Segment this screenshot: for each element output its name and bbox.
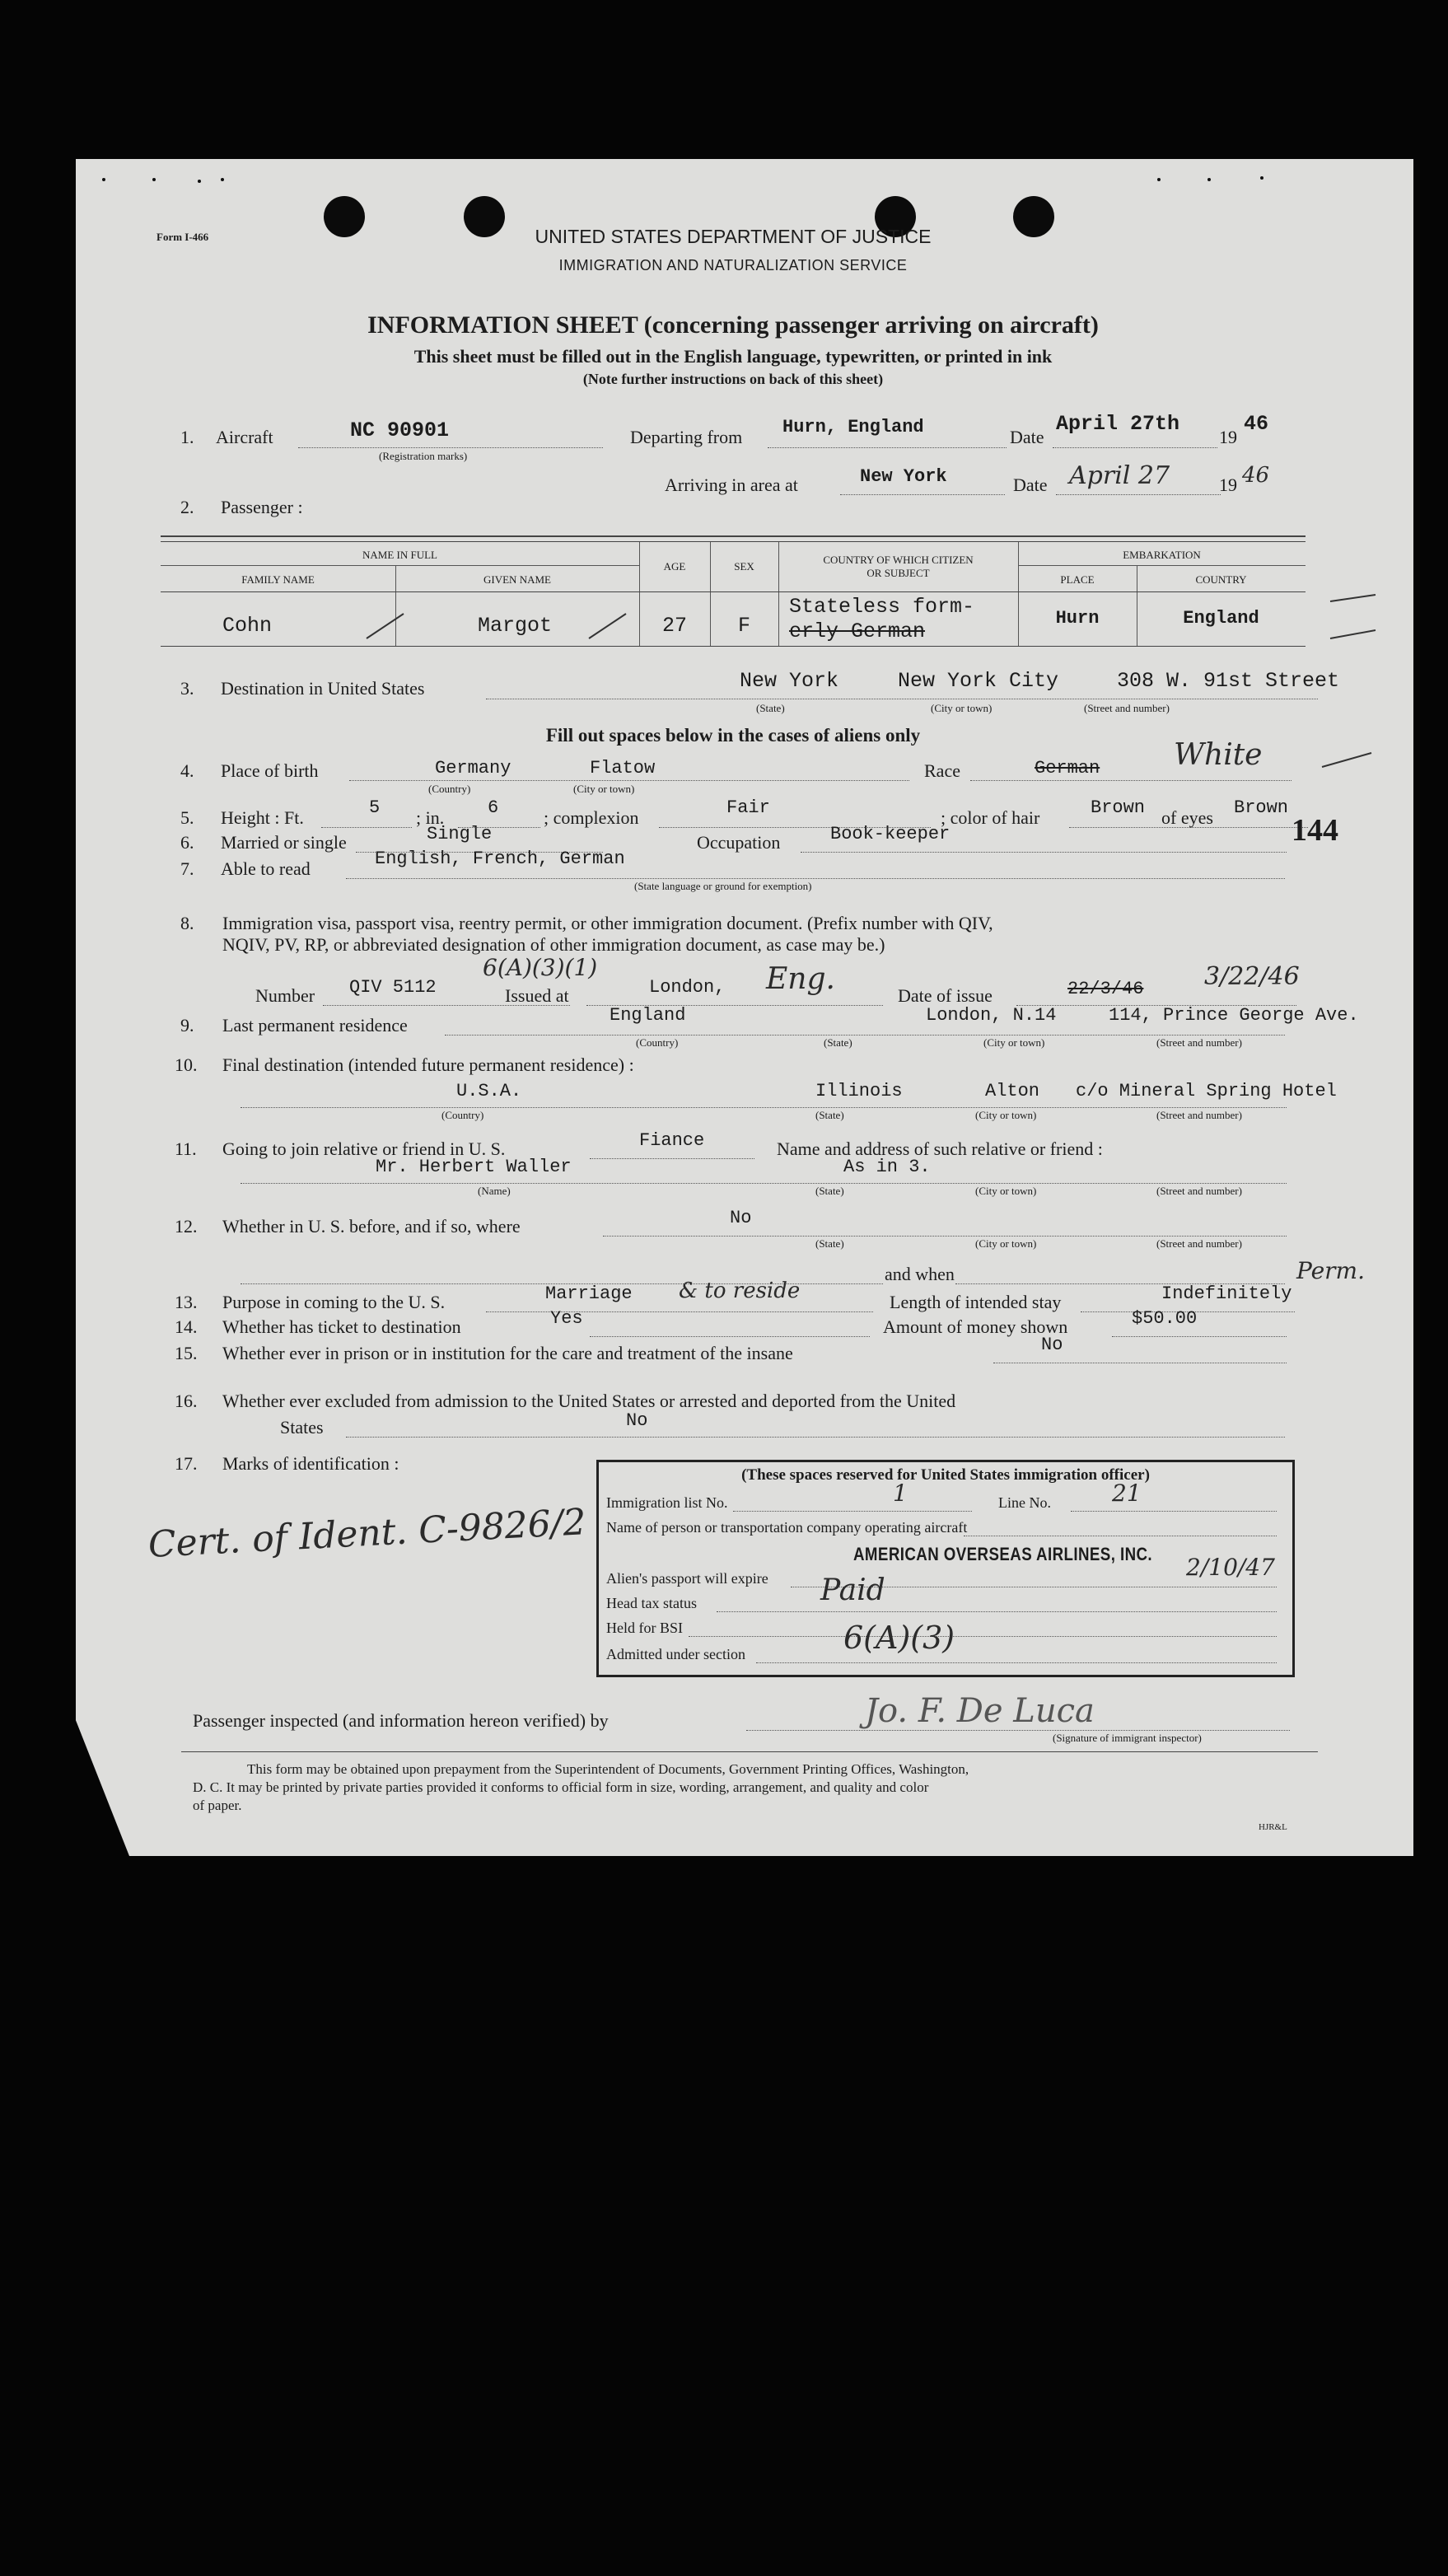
tick-mark xyxy=(362,610,412,643)
arriving-label: Arriving in area at xyxy=(665,475,798,495)
married-label: Married or single xyxy=(221,832,347,853)
section-value: 6(A)(3) xyxy=(843,1620,955,1656)
age-header: AGE xyxy=(663,560,686,573)
stay-label: Length of intended stay xyxy=(890,1292,1062,1312)
excluded-label: Whether ever excluded from admission to the United States or arrested and deported from the United xyxy=(222,1391,956,1411)
list-no-value: 1 xyxy=(893,1480,908,1507)
dest-city: New York City xyxy=(898,669,1059,693)
caption: (Country) xyxy=(441,1109,484,1121)
issued-label: Issued at xyxy=(505,985,569,1006)
issued-handwritten: Eng. xyxy=(766,962,835,996)
row-number: 1. xyxy=(180,427,194,447)
residence-label: Last permanent residence xyxy=(222,1015,408,1036)
department-name: UNITED STATES DEPARTMENT OF JUSTICE xyxy=(535,226,932,247)
marital-status: Single xyxy=(427,824,493,844)
speck xyxy=(221,178,224,181)
row-number: 9. xyxy=(180,1015,194,1036)
residence-street: 114, Prince George Ave. xyxy=(1109,1005,1359,1026)
tax-value: Paid xyxy=(820,1573,885,1607)
caption: (State) xyxy=(815,1185,844,1197)
ticket-label: Whether has ticket to destination xyxy=(222,1316,461,1337)
destination-label: Destination in United States xyxy=(221,678,425,699)
prior-visit-label: Whether in U. S. before, and if so, where xyxy=(222,1216,521,1237)
row-number: 15. xyxy=(175,1343,198,1363)
footer-text: of paper. xyxy=(193,1798,242,1813)
relative-name: Mr. Herbert Waller xyxy=(376,1157,572,1177)
marks-label: Marks of identification : xyxy=(222,1453,399,1474)
prior-visit-answer: No xyxy=(730,1208,752,1228)
purpose-handwritten: & to reside xyxy=(679,1279,801,1303)
relative-name-label: Name and address of such relative or friend : xyxy=(777,1138,1103,1159)
depart-year: 46 xyxy=(1244,412,1269,436)
when-label: and when xyxy=(885,1264,955,1284)
caption: (State) xyxy=(815,1109,844,1121)
excluded-label: States xyxy=(280,1417,324,1438)
stay-handwritten: Perm. xyxy=(1296,1257,1365,1284)
row-number: 8. xyxy=(180,913,194,933)
caption: (Street and number) xyxy=(1156,1109,1242,1121)
final-country: U.S.A. xyxy=(456,1081,522,1101)
visa-instructions: Immigration visa, passport visa, reentry permit, or other immigration document. (Prefix number with QIV, xyxy=(222,913,993,933)
birth-label: Place of birth xyxy=(221,760,319,781)
tax-label: Head tax status xyxy=(606,1595,697,1611)
citizen-header: COUNTRY OF WHICH CITIZEN xyxy=(823,554,974,566)
languages-value: English, French, German xyxy=(375,849,625,869)
row-number: 11. xyxy=(175,1138,197,1159)
passenger-label: Passenger : xyxy=(221,497,303,517)
issue-date-handwritten: 3/22/46 xyxy=(1204,962,1300,991)
speck xyxy=(102,178,105,181)
departing-label: Departing from xyxy=(630,427,743,447)
year-prefix: 19 xyxy=(1219,427,1237,447)
row-number: 17. xyxy=(175,1453,198,1474)
join-label: Going to join relative or friend in U. S. xyxy=(222,1138,506,1159)
page-title: INFORMATION SHEET (concerning passenger arriving on aircraft) xyxy=(367,311,1099,339)
caption: (State) xyxy=(824,1036,852,1049)
row-number: 5. xyxy=(180,807,194,828)
aircraft-label: Aircraft xyxy=(216,427,273,447)
punch-hole xyxy=(324,196,365,237)
height-ft: 5 xyxy=(369,797,381,818)
residence-country: England xyxy=(610,1005,686,1026)
excluded-answer: No xyxy=(626,1410,648,1431)
list-no-label: Immigration list No. xyxy=(606,1494,728,1511)
embark-country: England xyxy=(1183,608,1259,629)
page-number: 144 xyxy=(1292,813,1338,848)
arrive-year: 46 xyxy=(1242,463,1270,488)
section-label: Admitted under section xyxy=(606,1646,745,1662)
final-city: Alton xyxy=(985,1081,1040,1101)
speck xyxy=(1207,178,1211,181)
given-header: GIVEN NAME xyxy=(483,573,551,586)
visa-instructions: NQIV, PV, RP, or abbreviated designation of other immigration document, as case may be.) xyxy=(222,934,885,955)
page-note: (Note further instructions on back of this sheet) xyxy=(582,371,884,387)
family-name: Cohn xyxy=(222,614,272,638)
relation-value: Fiance xyxy=(639,1130,705,1151)
caption: (Country) xyxy=(428,783,471,795)
bsi-label: Held for BSI xyxy=(606,1620,683,1636)
number-label: Number xyxy=(255,985,315,1006)
money-label: Amount of money shown xyxy=(883,1316,1068,1337)
height-label: Height : Ft. xyxy=(221,807,304,828)
caption: (Name) xyxy=(478,1185,511,1197)
row-number: 4. xyxy=(180,760,194,781)
residence-city: London, N.14 xyxy=(926,1005,1057,1026)
money-value: $50.00 xyxy=(1132,1308,1198,1329)
birth-city: Flatow xyxy=(590,758,656,778)
row-number: 14. xyxy=(175,1316,198,1337)
arriving-value: New York xyxy=(860,466,947,487)
company-label: Name of person or transportation company operating aircraft xyxy=(606,1519,968,1536)
sex-value: F xyxy=(737,614,750,638)
dest-street: 308 W. 91st Street xyxy=(1117,669,1340,693)
citizenship-value: erly German xyxy=(789,619,926,643)
speck xyxy=(1157,178,1161,181)
caption: (Street and number) xyxy=(1156,1036,1242,1049)
read-label: Able to read xyxy=(221,858,311,879)
tick-mark xyxy=(1318,746,1376,771)
age-value: 27 xyxy=(661,614,687,638)
prison-answer: No xyxy=(1041,1335,1063,1355)
airline-stamp: AMERICAN OVERSEAS AIRLINES, INC. xyxy=(853,1544,1153,1564)
ticket-value: Yes xyxy=(550,1308,583,1329)
hair-label: ; color of hair xyxy=(941,807,1040,828)
marks-handwritten: Cert. of Ident. C-9826/2 xyxy=(147,1501,587,1566)
stay-value: Indefinitely xyxy=(1161,1283,1292,1304)
caption: (Country) xyxy=(636,1036,679,1049)
row-number: 10. xyxy=(175,1054,198,1075)
final-state: Illinois xyxy=(815,1081,903,1101)
eyes-value: Brown xyxy=(1234,797,1289,818)
caption: (State language or ground for exemption) xyxy=(634,880,812,892)
final-street: c/o Mineral Spring Hotel xyxy=(1076,1081,1337,1101)
date-label: Date xyxy=(1013,475,1048,495)
dest-state: New York xyxy=(740,669,839,693)
issue-date-label: Date of issue xyxy=(898,985,993,1006)
footer-text: D. C. It may be printed by private parties provided it conforms to official form in size, wording, arrangement, and quality and color xyxy=(193,1779,929,1795)
caption: (City or town) xyxy=(573,783,635,795)
officer-box-title: (These spaces reserved for United States immigration officer) xyxy=(741,1466,1150,1484)
row-number: 7. xyxy=(180,858,194,879)
height-in: 6 xyxy=(488,797,499,818)
race-label: Race xyxy=(924,760,960,781)
row-number: 3. xyxy=(180,678,194,699)
purpose-value: Marriage xyxy=(545,1283,633,1304)
printer-mark: HJR&L xyxy=(1259,1822,1287,1832)
row-number: 13. xyxy=(175,1292,198,1312)
caption: (Signature of immigrant inspector) xyxy=(1053,1732,1202,1744)
occupation-label: Occupation xyxy=(697,832,781,853)
embark-place: Hurn xyxy=(1055,608,1100,629)
relative-address: As in 3. xyxy=(843,1157,931,1177)
birth-country: Germany xyxy=(435,758,511,778)
caption: (State) xyxy=(756,702,785,714)
purpose-label: Purpose in coming to the U. S. xyxy=(222,1292,446,1312)
eyes-label: of eyes xyxy=(1161,807,1213,828)
given-name: Margot xyxy=(477,614,552,638)
name-header: NAME IN FULL xyxy=(362,549,437,561)
prison-label: Whether ever in prison or in institution for the care and treatment of the insane xyxy=(222,1343,793,1363)
page-subtitle: This sheet must be filled out in the English language, typewritten, or printed in ink xyxy=(413,346,1053,367)
occupation-value: Book-keeper xyxy=(830,824,951,844)
inspection-label: Passenger inspected (and information hereon verified) by xyxy=(193,1710,609,1731)
speck xyxy=(198,180,201,183)
sex-header: SEX xyxy=(734,560,754,573)
date-label: Date xyxy=(1010,427,1044,447)
depart-date: April 27th xyxy=(1056,412,1180,436)
passport-expire-value: 2/10/47 xyxy=(1186,1554,1275,1581)
caption: (City or town) xyxy=(983,1036,1045,1049)
form-number: Form I-466 xyxy=(156,231,209,243)
service-name: IMMIGRATION AND NATURALIZATION SERVICE xyxy=(558,257,908,273)
visa-number: QIV 5112 xyxy=(349,977,437,998)
race-handwritten: White xyxy=(1174,738,1263,772)
caption: (Street and number) xyxy=(1084,702,1170,714)
citizen-header: OR SUBJECT xyxy=(866,567,930,579)
row-number: 16. xyxy=(175,1391,198,1411)
aircraft-value: NC 90901 xyxy=(350,418,450,442)
family-header: FAMILY NAME xyxy=(241,573,315,586)
caption: (Registration marks) xyxy=(379,450,468,462)
row-number: 2. xyxy=(180,497,194,517)
caption: (Street and number) xyxy=(1156,1185,1242,1197)
footer-text: This form may be obtained upon prepayment from the Superintendent of Documents, Government Printing Offices, Washington, xyxy=(247,1761,969,1777)
final-destination-label: Final destination (intended future permanent residence) : xyxy=(222,1054,634,1075)
arrive-date: April 27 xyxy=(1069,461,1170,490)
line-no-label: Line No. xyxy=(998,1494,1051,1511)
caption: (State) xyxy=(815,1237,844,1250)
caption: (City or town) xyxy=(975,1109,1037,1121)
visa-handwritten-note: 6(A)(3)(1) xyxy=(483,954,598,981)
caption: (City or town) xyxy=(931,702,993,714)
height-in-label: ; in. xyxy=(416,807,445,828)
year-prefix: 19 xyxy=(1219,475,1237,495)
aliens-heading: Fill out spaces below in the cases of aliens only xyxy=(545,725,921,746)
row-number: 12. xyxy=(175,1216,198,1237)
complexion-label: ; complexion xyxy=(544,807,639,828)
complexion-value: Fair xyxy=(726,797,770,818)
issued-at: London, xyxy=(649,977,726,998)
row-number: 6. xyxy=(180,832,194,853)
departing-value: Hurn, England xyxy=(782,417,924,437)
speck xyxy=(1260,176,1263,180)
caption: (Street and number) xyxy=(1156,1237,1242,1250)
caption: (City or town) xyxy=(975,1237,1037,1250)
hair-value: Brown xyxy=(1091,797,1146,818)
tick-mark xyxy=(1326,593,1384,643)
passport-expire-label: Alien's passport will expire xyxy=(606,1570,768,1587)
citizenship-value: Stateless form- xyxy=(789,595,975,619)
issue-date-typed: 22/3/46 xyxy=(1067,979,1144,999)
place-header: PLACE xyxy=(1060,573,1095,586)
embarkation-header: EMBARKATION xyxy=(1123,549,1201,561)
tick-mark xyxy=(585,610,634,643)
speck xyxy=(152,178,156,181)
caption: (City or town) xyxy=(975,1185,1037,1197)
line-no-value: 21 xyxy=(1112,1480,1142,1507)
inspector-signature: Jo. F. De Luca xyxy=(865,1692,1095,1730)
country-header: COUNTRY xyxy=(1195,573,1247,586)
race-typed: German xyxy=(1035,758,1100,778)
